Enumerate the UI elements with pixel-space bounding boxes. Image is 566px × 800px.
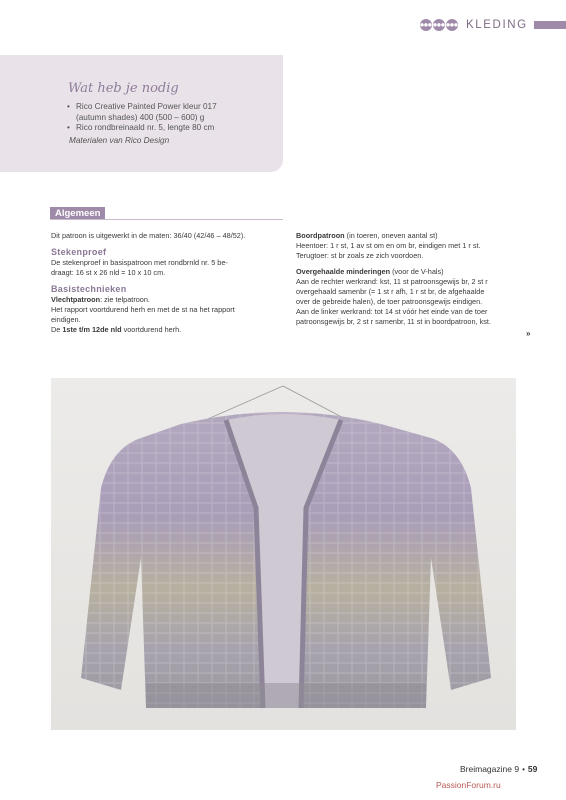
- continue-arrow-icon: »: [526, 329, 531, 338]
- rows-prefix: De: [51, 325, 63, 334]
- border-sub: (in toeren, oneven aantal st): [344, 231, 438, 240]
- bullet: •: [67, 102, 70, 111]
- materials-list: [67, 102, 217, 134]
- right-column: [296, 231, 536, 327]
- basics-heading: Basistechnieken: [51, 284, 127, 294]
- material-text: Rico Creative Painted Power kleur 017: [76, 102, 217, 111]
- decrease-text: over de gebreide halen), de toer patroonsgewijs eindigen.: [296, 297, 483, 306]
- magazine-name: Breimagazine 9: [460, 764, 520, 774]
- rows-suffix: voortdurend herh.: [121, 325, 182, 334]
- decrease-text: Aan de linker werkrand: tot 14 st vóór het einde van de toer: [296, 307, 488, 316]
- general-heading: Algemeen: [50, 207, 105, 220]
- material-text: (autumn shades) 400 (500 – 600) g: [76, 112, 205, 122]
- braid-desc: : zie telpatroon.: [100, 295, 150, 304]
- bullet: •: [67, 123, 70, 132]
- rows-bold: 1ste t/m 12de nld: [62, 325, 122, 334]
- section-header: [420, 16, 528, 34]
- decrease-text: patroonsgewijs br, 2 st r samenbr, 11 st in boordpatroon, kst.: [296, 317, 491, 326]
- border-text: Heentoer: 1 r st, 1 av st om en om br, eindigen met 1 r st.: [296, 241, 481, 250]
- repeat-text: eindigen.: [51, 315, 81, 324]
- border-text: Terugtoer: st br zoals ze zich voordoen.: [296, 251, 424, 260]
- decrease-heading: [296, 267, 536, 277]
- decrease-label: Overgehaalde minderingen: [296, 267, 391, 276]
- rows-text: [51, 325, 286, 335]
- materials-panel: [0, 55, 283, 172]
- cardigan-illustration: [51, 378, 516, 730]
- separator: •: [522, 764, 525, 774]
- list-item: [67, 113, 217, 124]
- section-title: KLEDING: [466, 19, 528, 31]
- border-heading: [296, 231, 536, 241]
- materials-title: Wat heb je nodig: [68, 81, 179, 96]
- gauge-text: De stekenproef in basispatroon met rondbrnld nr. 5 be-: [51, 258, 228, 267]
- watermark: PassionForum.ru: [436, 780, 501, 790]
- left-column: [51, 231, 286, 335]
- decrease-text: overgehaald samenbr (= 1 st r afh, 1 r st br, de afgehaalde: [296, 287, 485, 296]
- page-number: 59: [527, 764, 538, 774]
- braid-text: [51, 295, 286, 305]
- dot-3: ●●●: [446, 19, 458, 31]
- decrease-sub: (voor de V-hals): [390, 267, 444, 276]
- border-label: Boordpatroon: [296, 231, 345, 240]
- cardigan-photo: [51, 378, 516, 730]
- intro-text: Dit patroon is uitgewerkt in de maten: 36/40 (42/46 – 48/52).: [51, 231, 246, 240]
- page-footer: [460, 764, 537, 774]
- materials-credit: Materialen van Rico Design: [69, 136, 170, 145]
- gauge-heading: Stekenproef: [51, 247, 107, 257]
- divider: [50, 219, 283, 220]
- repeat-text: Het rapport voortdurend herh en met de st na het rapport: [51, 305, 235, 314]
- dot-2: ●●●: [433, 19, 445, 31]
- braid-label: Vlechtpatroon: [51, 295, 101, 304]
- bullet-spacer: [67, 113, 76, 124]
- list-item: [67, 102, 217, 113]
- gauge-text: draagt: 16 st x 26 nld = 10 x 10 cm.: [51, 268, 166, 277]
- dot-1: ●●●: [420, 19, 432, 31]
- header-accent-bar: [534, 21, 566, 29]
- list-item: [67, 123, 217, 134]
- material-text: Rico rondbreinaald nr. 5, lengte 80 cm: [76, 123, 215, 132]
- rating-dots: [420, 19, 458, 31]
- decrease-text: Aan de rechter werkrand: kst, 11 st patroonsgewijs br, 2 st r: [296, 277, 488, 286]
